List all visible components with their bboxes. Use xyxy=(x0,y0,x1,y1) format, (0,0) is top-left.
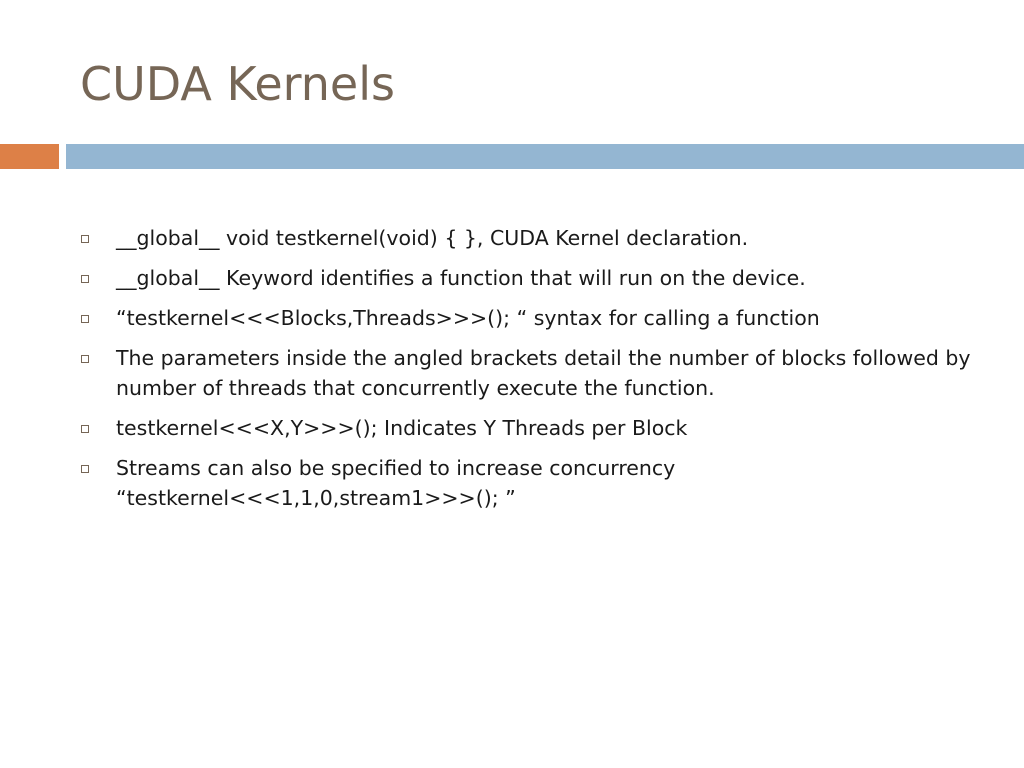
square-bullet-icon xyxy=(81,275,89,283)
bullet-text: __global__ Keyword identifies a function that will run on the device. xyxy=(116,266,806,290)
list-item xyxy=(80,413,980,443)
list-item xyxy=(80,223,980,253)
list-item xyxy=(80,303,980,333)
square-bullet-icon xyxy=(81,425,89,433)
bullet-text: Streams can also be specified to increase concurrency “testkernel<<<1,1,0,stream1>>>(); ” xyxy=(116,456,676,510)
square-bullet-icon xyxy=(81,315,89,323)
bullet-text: The parameters inside the angled brackets detail the number of blocks followed by number of threads that concurrently execute the function. xyxy=(116,346,971,400)
accent-bar xyxy=(0,144,59,169)
list-item xyxy=(80,343,980,403)
bullet-text: testkernel<<<X,Y>>>(); Indicates Y Threads per Block xyxy=(116,416,688,440)
square-bullet-icon xyxy=(81,465,89,473)
bullet-text: “testkernel<<<Blocks,Threads>>>(); “ syntax for calling a function xyxy=(116,306,820,330)
bullet-text: __global__ void testkernel(void) { }, CUDA Kernel declaration. xyxy=(116,226,749,250)
bullet-list xyxy=(80,223,980,523)
list-item xyxy=(80,263,980,293)
list-item xyxy=(80,453,980,513)
slide-title: CUDA Kernels xyxy=(80,57,395,111)
square-bullet-icon xyxy=(81,355,89,363)
header-divider-bar xyxy=(66,144,1024,169)
square-bullet-icon xyxy=(81,235,89,243)
